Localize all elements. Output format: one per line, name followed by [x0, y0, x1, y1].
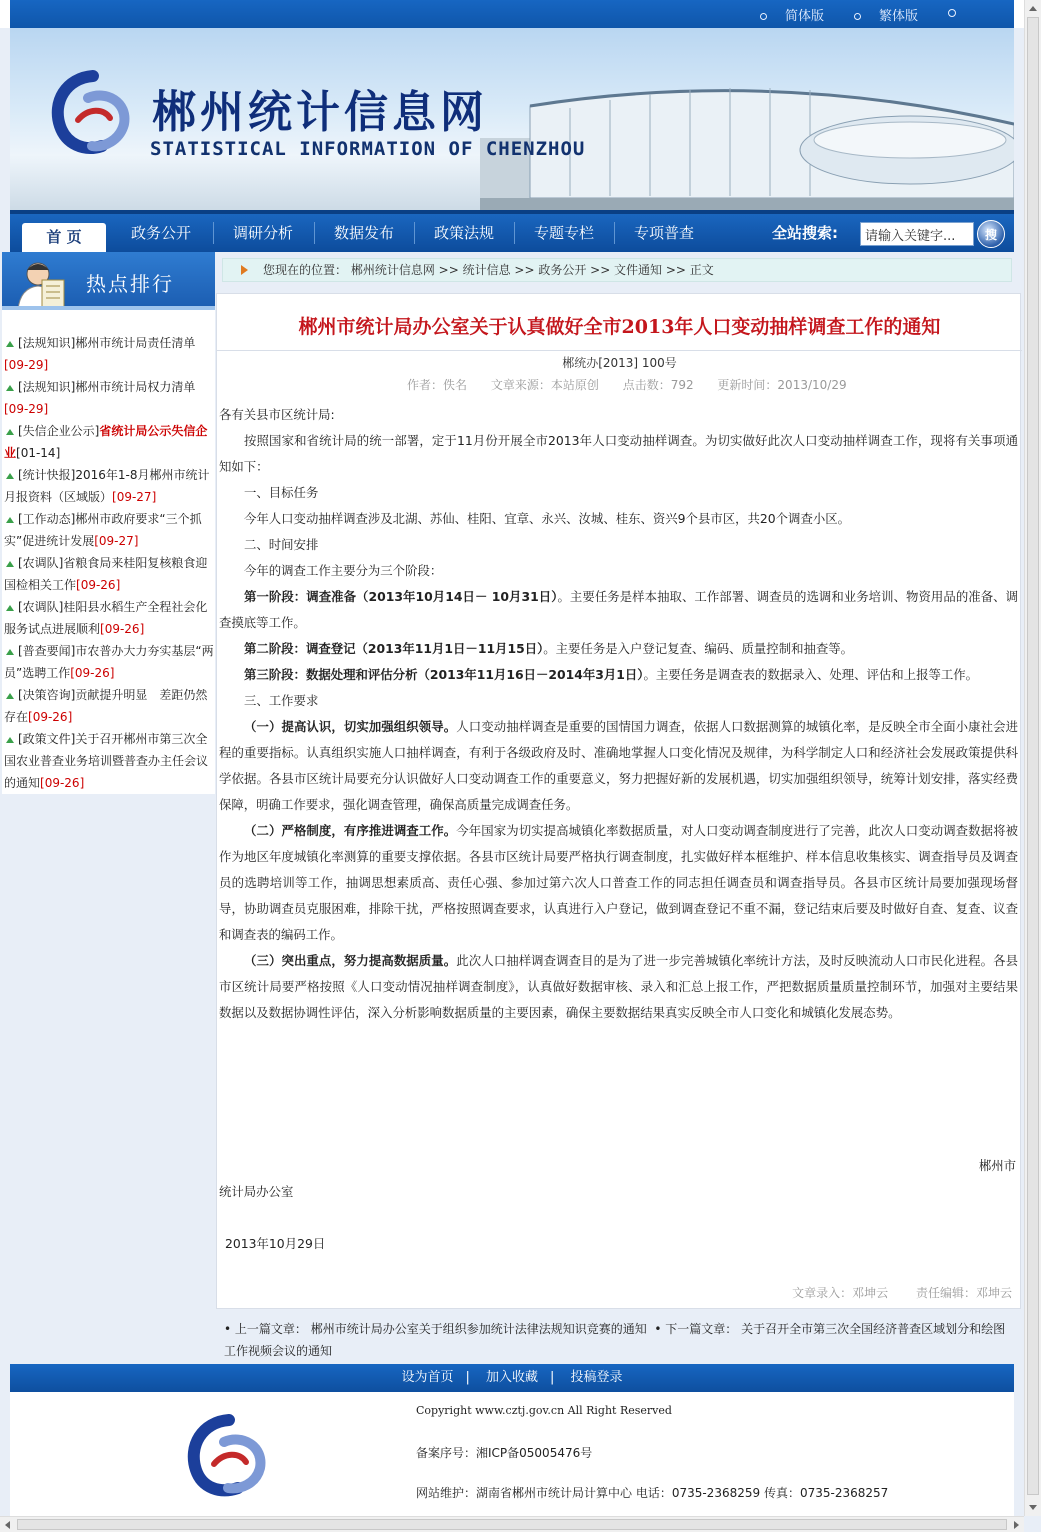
sidebar-header — [2, 252, 215, 310]
arrow-icon — [6, 473, 14, 479]
nav-data-release[interactable]: 数据发布 — [333, 224, 394, 242]
top-bar — [0, 0, 1041, 28]
hot-item[interactable]: [工作动态]郴州市政府要求“三个抓实”促进统计发展[09-27] — [4, 512, 202, 548]
section-heading: 三、工作要求 — [244, 693, 319, 708]
footer-logo-icon — [184, 1414, 274, 1498]
sidebar-title: 热点排行 — [86, 272, 174, 296]
article-meta — [407, 376, 867, 393]
simplified-label[interactable]: 简体版 — [785, 9, 825, 24]
article-updated: 更新时间：2013/10/29 — [717, 378, 847, 392]
signature-org: 郴州市 — [978, 1158, 1016, 1173]
arrow-icon — [6, 737, 14, 743]
editor-credit: 责任编辑：邓坤云 — [915, 1286, 1012, 1300]
hot-item[interactable]: [政策文件]关于召开郴州市第三次全国农业普查业务培训暨普查办主任会议的通知[09-26] — [4, 732, 209, 790]
search-input[interactable] — [860, 222, 974, 246]
arrow-right-icon — [241, 265, 248, 275]
prev-next-nav: • 上一篇文章： 郴州市统计局办公室关于组织参加统计法律法规知识竞赛的通知 • 下一篇文章： 关于召开全市第三次全国经济普查区域划分和绘图工作视频会议的通知 — [224, 1322, 1006, 1358]
section-heading: 一、目标任务 — [244, 485, 319, 500]
intro-paragraph: 按照国家和省统计局的统一部署，定于11月份开展全市2013年人口变动抽样调查。为切实做好此次人口变动抽样调查工作，现将有关事项通知如下： — [219, 433, 1018, 474]
nav-divider — [614, 222, 615, 244]
paragraph: （二）严格制度，有序推进调查工作。今年国家为切实提高城镇化率数据质量，对人口变动调查制度进行了完善，此次人口变动调查数据将被作为地区年度城镇化率测算的重要支撑依据。各县市区统计局要严格执行调查制度，扎实做好样本框维护、样本信息收集核实、调查指导员及调查员的选聘培训等工作，抽调思想素质高、责任心强、参加过第六次人口普查工作的同志担任调查员和调查指导员。各县市区统计局要加强现场督导，协助调查员克服困难，排除干扰，严格按照调查要求，认真进行入户登记，做到调查登记不重不漏，登记结束后要及时做好自查、复查、议查和调查表的编码工作。 — [219, 823, 1019, 942]
signature-date: 2013年10月29日 — [225, 1236, 326, 1251]
prev-label: 上一篇文章： — [234, 1322, 307, 1336]
hot-ranking-sidebar — [2, 252, 215, 794]
footer-links: 设为首页 | 加入收藏 | 投稿登录 — [10, 1364, 1014, 1392]
salutation: 各有关县市区统计局: — [219, 407, 335, 422]
hot-item[interactable]: [农调队]桂阳县水稻生产全程社会化服务试点进展顺利[09-26] — [4, 600, 208, 636]
site-logo-icon — [48, 68, 138, 158]
breadcrumb-path[interactable]: 郴州统计信息网 >> 统计信息 >> 政务公开 >> 文件通知 >> 正文 — [350, 263, 714, 277]
article-body — [219, 402, 1018, 1026]
search-button[interactable]: 搜 — [977, 220, 1005, 248]
nav-research[interactable]: 调研分析 — [232, 224, 293, 242]
simplified-link[interactable] — [760, 5, 824, 24]
hot-item[interactable]: [普查要闻]市农普办大力夯实基层“两员”选聘工作[09-26] — [4, 644, 214, 680]
sidebar-header-underline — [2, 306, 215, 310]
hot-item[interactable]: [法规知识]郴州市统计局权力清单 [09-29] — [4, 380, 196, 416]
nav-gov-affairs[interactable]: 政务公开 — [130, 224, 191, 242]
paragraph: （三）突出重点，努力提高数据质量。此次人口抽样调查调查目的是为了进一步完善城镇化率统计方法，及时反映流动人口市民化进程。各县市区统计局要严格按照《人口变动情况抽样调查制度》，认真做好数据审核、录入和汇总上报工作，严把数据质量质量控制环节，加强对主要结果数据以及数据协调性评估，深入分析影响数据质量的主要因素，确保主要数据结果真实反映全市人口变化和城镇化发展态势。 — [219, 953, 1019, 1020]
scroll-right-icon[interactable] — [1014, 1521, 1019, 1529]
hot-item[interactable]: [法规知识]郴州市统计局责任清单 [09-29] — [4, 336, 196, 372]
traditional-label[interactable]: 繁体版 — [879, 9, 919, 24]
arrow-icon — [6, 605, 14, 611]
article-clicks: 点击数：792 — [622, 378, 694, 392]
scroll-thumb[interactable] — [1027, 17, 1039, 1495]
nav-home[interactable]: 首 页 — [22, 223, 106, 252]
scroll-up-icon[interactable] — [1029, 6, 1037, 11]
add-favorite-link[interactable]: 加入收藏 — [485, 1370, 538, 1385]
arrow-icon — [6, 649, 14, 655]
arrow-icon — [6, 561, 14, 567]
arrow-icon — [6, 429, 14, 435]
nav-policy[interactable]: 政策法规 — [433, 224, 494, 242]
traditional-link[interactable] — [854, 5, 918, 24]
article-panel — [216, 293, 1021, 1309]
nav-topics[interactable]: 专题专栏 — [533, 224, 594, 242]
hot-item[interactable]: [农调队]省粮食局来桂阳复核粮食迎国检相关工作[09-26] — [4, 556, 208, 592]
prev-article-link[interactable]: 郴州市统计局办公室关于组织参加统计法律法规知识竞赛的通知 — [310, 1322, 647, 1336]
document-number: 郴统办[2013] 100号 — [562, 356, 677, 370]
entry-credit: 文章录入：邓坤云 — [792, 1286, 889, 1300]
site-subtitle: STATISTICAL INFORMATION OF CHENZHOU — [150, 138, 586, 160]
article-source: 文章来源：本站原创 — [490, 378, 599, 392]
arrow-icon — [6, 341, 14, 347]
next-article-link[interactable]: 关于召开全市第三次全国经济普查区域划分和绘图工作视频会议的通知 — [224, 1322, 1006, 1358]
nav-census[interactable]: 专项普查 — [633, 224, 694, 242]
maintenance-info: 网站维护：湖南省郴州市统计局计算中心 电话：0735-2368259 传真：0735-2368257 — [416, 1486, 889, 1500]
horizontal-scrollbar[interactable] — [0, 1516, 1024, 1532]
paragraph: 第一阶段：调查准备（2013年10月14日－ 10月31日）。主要任务是样本抽取、工作部署、调查员的选调和业务培训、物资用品的准备、调查摸底等工作。 — [219, 589, 1019, 630]
set-homepage-link[interactable]: 设为首页 — [401, 1370, 454, 1385]
section-heading: 二、时间安排 — [244, 537, 319, 552]
breadcrumb — [222, 258, 1012, 282]
signature-office: 统计局办公室 — [219, 1184, 294, 1199]
hot-item[interactable]: [统计快报]2016年1-8月郴州市统计月报资料（区域版）[09-27] — [4, 468, 210, 504]
footer — [10, 1392, 1014, 1516]
nav-divider — [514, 222, 515, 244]
scroll-down-icon[interactable] — [1029, 1505, 1037, 1510]
hot-item[interactable]: [失信企业公示]省统计局公示失信企业[01-14] — [4, 424, 208, 460]
main-nav — [10, 210, 1014, 252]
article-credits — [768, 1284, 1012, 1301]
vertical-scrollbar[interactable] — [1024, 0, 1041, 1516]
nav-divider — [414, 222, 415, 244]
article-author: 作者：佚名 — [407, 378, 468, 392]
paragraph: 第三阶段：数据处理和评估分析（2013年11月16日－2014年3月1日）。主要任务是调查表的数据录入、处理、评估和上报等工作。 — [244, 667, 979, 682]
scroll-left-icon[interactable] — [5, 1521, 10, 1529]
user-avatar-icon — [12, 256, 68, 310]
arrow-icon — [6, 693, 14, 699]
hot-list — [2, 332, 215, 794]
arrow-icon — [6, 385, 14, 391]
paragraph: 今年人口变动抽样调查涉及北湖、苏仙、桂阳、宜章、永兴、汝城、桂东、资兴9个县市区，共20个调查小区。 — [244, 511, 851, 526]
bullet-icon — [948, 9, 956, 17]
paragraph: 今年的调查工作主要分为三个阶段： — [244, 563, 443, 578]
icp-record: 备案序号：湘ICP备05005476号 — [416, 1446, 593, 1460]
nav-divider — [314, 222, 315, 244]
nav-divider — [213, 222, 214, 244]
title-divider — [217, 350, 1022, 351]
arrow-icon — [6, 517, 14, 523]
next-label: 下一篇文章： — [665, 1322, 738, 1336]
scroll-thumb[interactable] — [17, 1519, 1007, 1530]
copyright: Copyright www.cztj.gov.cn All Right Reserved — [416, 1404, 672, 1417]
submit-login-link[interactable]: 投稿登录 — [570, 1370, 623, 1385]
paragraph: （一）提高认识，切实加强组织领导。人口变动抽样调查是重要的国情国力调查，依据人口数据测算的城镇化率，是反映全市全面小康社会进程的重要指标。认真组织实施人口抽样调查，有利于各级政府及时、准确地掌握人口变化情况及规律，为科学制定人口和经济社会发展政策提供科学依据。各县市区统计局要充分认识做好人口变动调查工作的重要意义，努力把握好新的发展机遇，切实加强组织领导，统筹计划安排，落实经费保障，明确工作要求，强化调查管理，确保高质量完成调查任务。 — [219, 719, 1019, 812]
site-title: 郴州统计信息网 — [152, 87, 488, 138]
breadcrumb-prefix: 您现在的位置： — [263, 263, 348, 277]
paragraph: 第二阶段：调查登记（2013年11月1日－11月15日）。主要任务是入户登记复查、编码、质量控制和抽查等。 — [244, 641, 854, 656]
header-banner — [10, 28, 1014, 210]
article-title: 郴州市统计局办公室关于认真做好全市2013年人口变动抽样调查工作的通知 — [298, 316, 941, 338]
search-label: 全站搜索: — [772, 224, 838, 242]
hot-item[interactable]: [决策咨询]贡献提升明显 差距仍然存在[09-26] — [4, 688, 208, 724]
